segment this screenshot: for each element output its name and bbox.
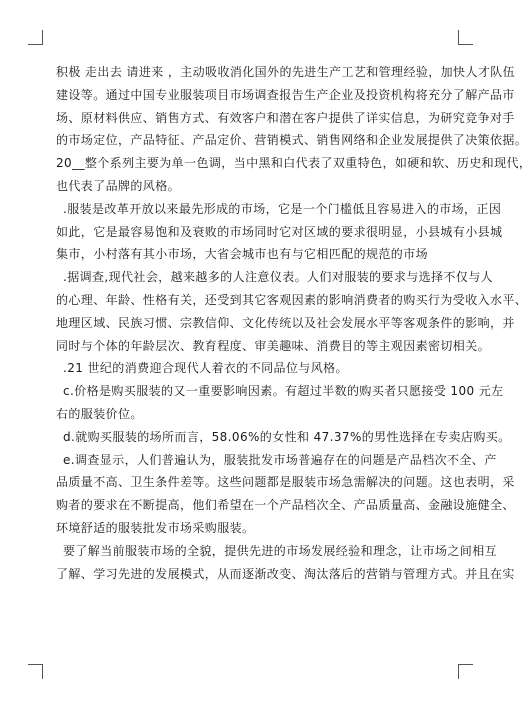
- text-line: 集市，小村落有其小市场，大省会城市也有与它相匹配的规范的市场: [56, 247, 429, 262]
- text-line: 也代表了品牌的风格。: [56, 178, 181, 193]
- text-line: 的市场定位，产品特征、产品定价、营销模式、销售网络和企业发展提供了决策依据。: [56, 133, 528, 148]
- text-line: d.就购买服装的场所而言，58.06%的女性和 47.37%的男性选择在专卖店购买。: [63, 429, 511, 444]
- text-line: 积极 走出去 请进来 ，主动吸收消化国外的先进生产工艺和管理经验，加快人才队伍: [56, 65, 516, 79]
- body-text: [56, 61, 531, 585]
- text-line: .据调查,现代社会，越来越多的人注意仪表。人们对服装的要求与选择不仅与人: [63, 270, 494, 285]
- text-line: c.价格是购买服装的又一重要影响因素。有超过半数的购买者只愿接受 100 元左: [63, 384, 504, 399]
- text-line: .服装是改革开放以来最先形成的市场，它是一个门槛低且容易进入的市场，正因: [63, 201, 502, 216]
- crop-mark-bottom-right: [458, 664, 473, 679]
- text-line: 右的服装价位。: [56, 406, 143, 421]
- text-line: 地理区域、民族习惯、宗教信仰、文化传统以及社会发展水平等客观条件的影响，并: [56, 315, 515, 330]
- text-line: 了解、学习先进的发展模式，从而逐渐改变、淘汰落后的营销与管理方式。并且在实: [56, 566, 515, 581]
- text-line: .21 世纪的消费迎合现代人着衣的不同品位与风格。: [63, 361, 348, 376]
- text-line: 环境舒适的服装批发市场采购服装。: [56, 520, 255, 535]
- crop-mark-top-left: [28, 30, 43, 45]
- text-line: 的心理、年龄、性格有关，还受到其它客观因素的影响消费者的购买行为受收入水平、: [56, 292, 528, 307]
- text-line: e.调查显示，人们普遍认为，服装批发市场普遍存在的问题是产品档次不全、产: [63, 452, 497, 467]
- crop-mark-bottom-left: [28, 664, 43, 679]
- text-line: 如此，它是最容易饱和及衰败的市场同时它对区域的要求很明显，小县城有小县城: [56, 224, 503, 239]
- text-line: 同时与个体的年龄层次、教育程度、审美趣味、消费目的等主观因素密切相关。: [56, 338, 491, 353]
- text-line: 建设等。通过中国专业服装项目市场调查报告生产企业及投资机构将充分了解产品市: [56, 87, 515, 102]
- text-line: 品质量不高、卫生条件差等。这些问题都是服装市场急需解决的问题。这也表明，采: [56, 475, 515, 490]
- crop-mark-top-right: [458, 30, 473, 45]
- text-line: 20__整个系列主要为单一色调，当中黑和白代表了双重特色，如硬和软、历史和现代，: [56, 156, 531, 171]
- text-line: 购者的要求在不断提高，他们希望在一个产品档次全、产品质量高、金融设施健全、: [56, 498, 515, 513]
- text-line: 要了解当前服装市场的全貌，提供先进的市场发展经验和理念，让市场之间相互: [63, 543, 498, 558]
- text-line: 场、原材料供应、销售方式、有效客户和潜在客户提供了详实信息，为研究竞争对手: [56, 110, 515, 125]
